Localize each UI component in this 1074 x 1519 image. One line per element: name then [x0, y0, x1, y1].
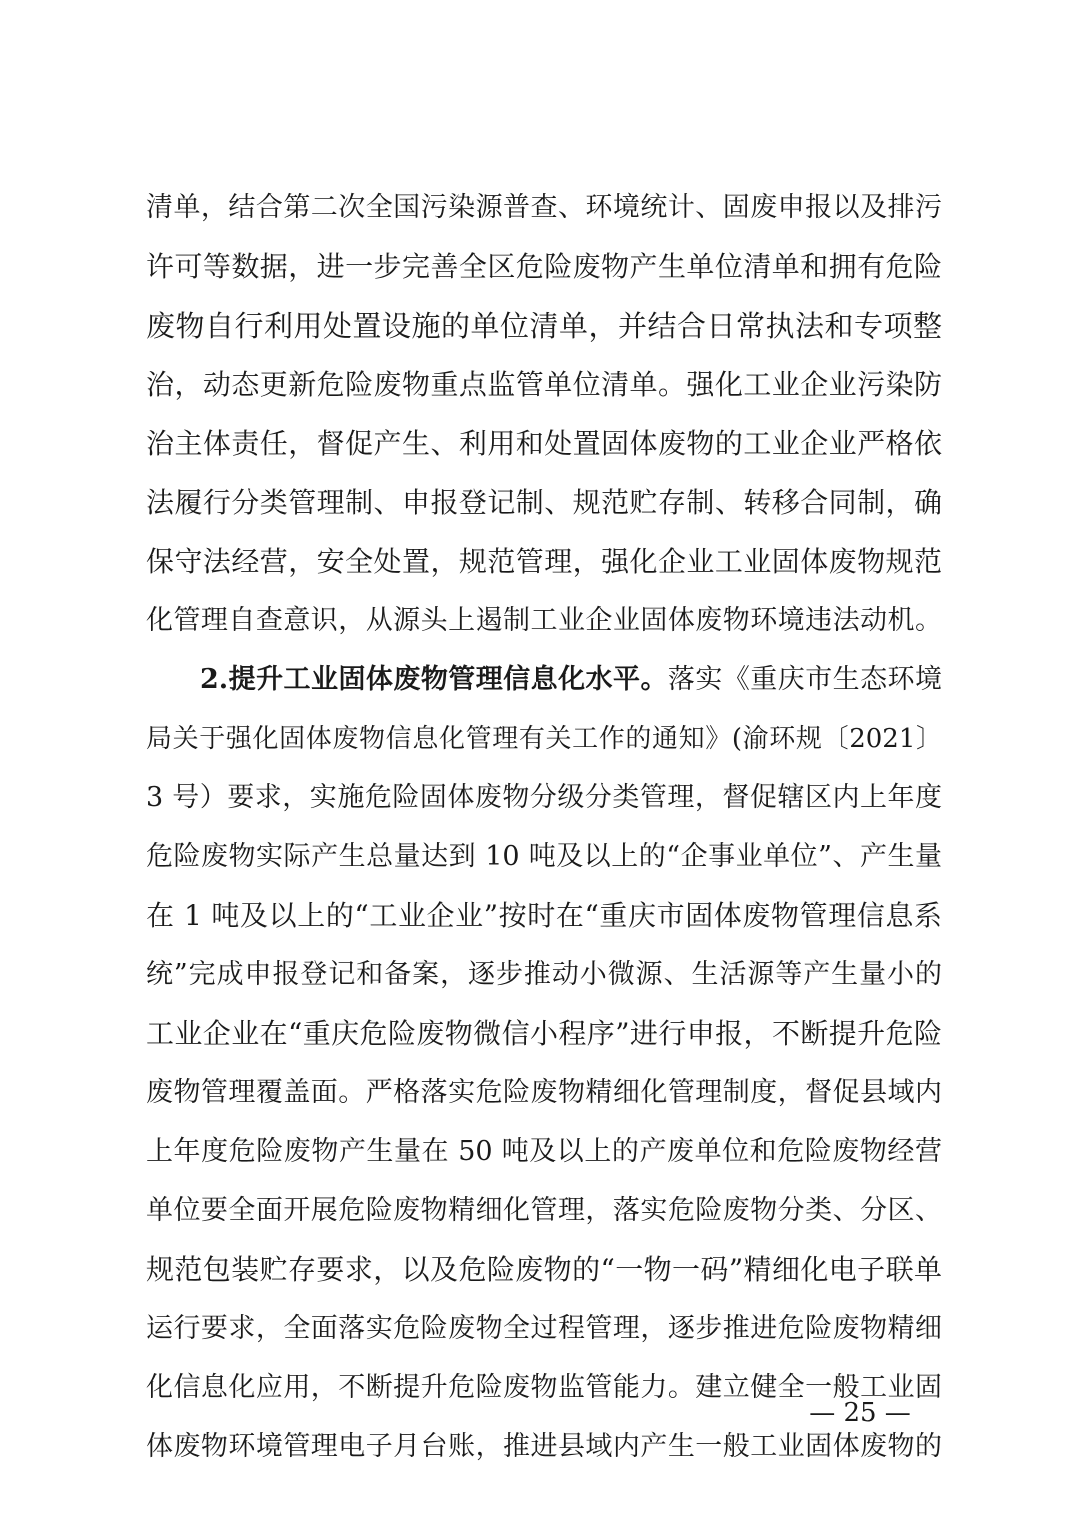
text-line: 清单，结合第二次全国污染源普查、环境统计、固废申报以及排污 — [146, 192, 942, 223]
text-line: 3 号）要求，实施危险固体废物分级分类管理，督促辖区内上年度 — [146, 782, 942, 813]
text-run: 落实《重庆市生态环境 — [667, 664, 943, 695]
text-line: 法履行分类管理制、申报登记制、规范贮存制、转移合同制，确 — [146, 486, 942, 519]
text-line: 在 1 吨及以上的“工业企业”按时在“重庆市固体废物管理信息系 — [146, 899, 942, 932]
text-line: 危险废物实际产生总量达到 10 吨及以上的“企事业单位”、产生量 — [146, 841, 942, 872]
text-line: 废物管理覆盖面。严格落实危险废物精细化管理制度，督促县域内 — [146, 1077, 942, 1108]
text-line: 废物自行利用处置设施的单位清单，并结合日常执法和专项整 — [146, 309, 942, 343]
text-line: 化信息化应用，不断提升危险废物监管能力。建立健全一般工业固 — [146, 1372, 942, 1403]
text-line: 体废物环境管理电子月台账，推进县域内产生一般工业固体废物的 — [146, 1431, 942, 1462]
text-line: 局关于强化固体废物信息化管理有关工作的通知》(渝环规〔2021〕 — [146, 724, 942, 754]
text-line: 治，动态更新危险废物重点监管单位清单。强化工业企业污染防 — [146, 368, 942, 401]
text-line: 许可等数据，进一步完善全区危险废物产生单位清单和拥有危险 — [146, 250, 942, 283]
text-line: 保守法经营，安全处置，规范管理，强化企业工业固体废物规范 — [146, 545, 942, 578]
text-line: 化管理自查意识，从源头上遏制工业企业固体废物环境违法动机。 — [146, 605, 942, 636]
page-number: — 25 — — [809, 1398, 911, 1428]
text-line: 统”完成申报登记和备案，逐步推动小微源、生活源等产生量小的 — [146, 959, 942, 990]
text-line: 上年度危险废物产生量在 50 吨及以上的产废单位和危险废物经营 — [146, 1136, 942, 1167]
text-line: 单位要全面开展危险废物精细化管理，落实危险废物分类、分区、 — [146, 1195, 942, 1226]
text-line: 治主体责任，督促产生、利用和处置固体废物的工业企业严格依 — [146, 427, 942, 460]
text-line-first — [200, 659, 942, 701]
section-heading: 2.提升工业固体废物管理信息化水平。 — [200, 664, 668, 695]
text-line: 运行要求，全面落实危险废物全过程管理，逐步推进危险废物精细 — [146, 1313, 942, 1344]
text-line: 工业企业在“重庆危险废物微信小程序”进行申报，不断提升危险 — [146, 1017, 942, 1050]
text-line: 规范包装贮存要求，以及危险废物的“一物一码”精细化电子联单 — [146, 1253, 942, 1286]
